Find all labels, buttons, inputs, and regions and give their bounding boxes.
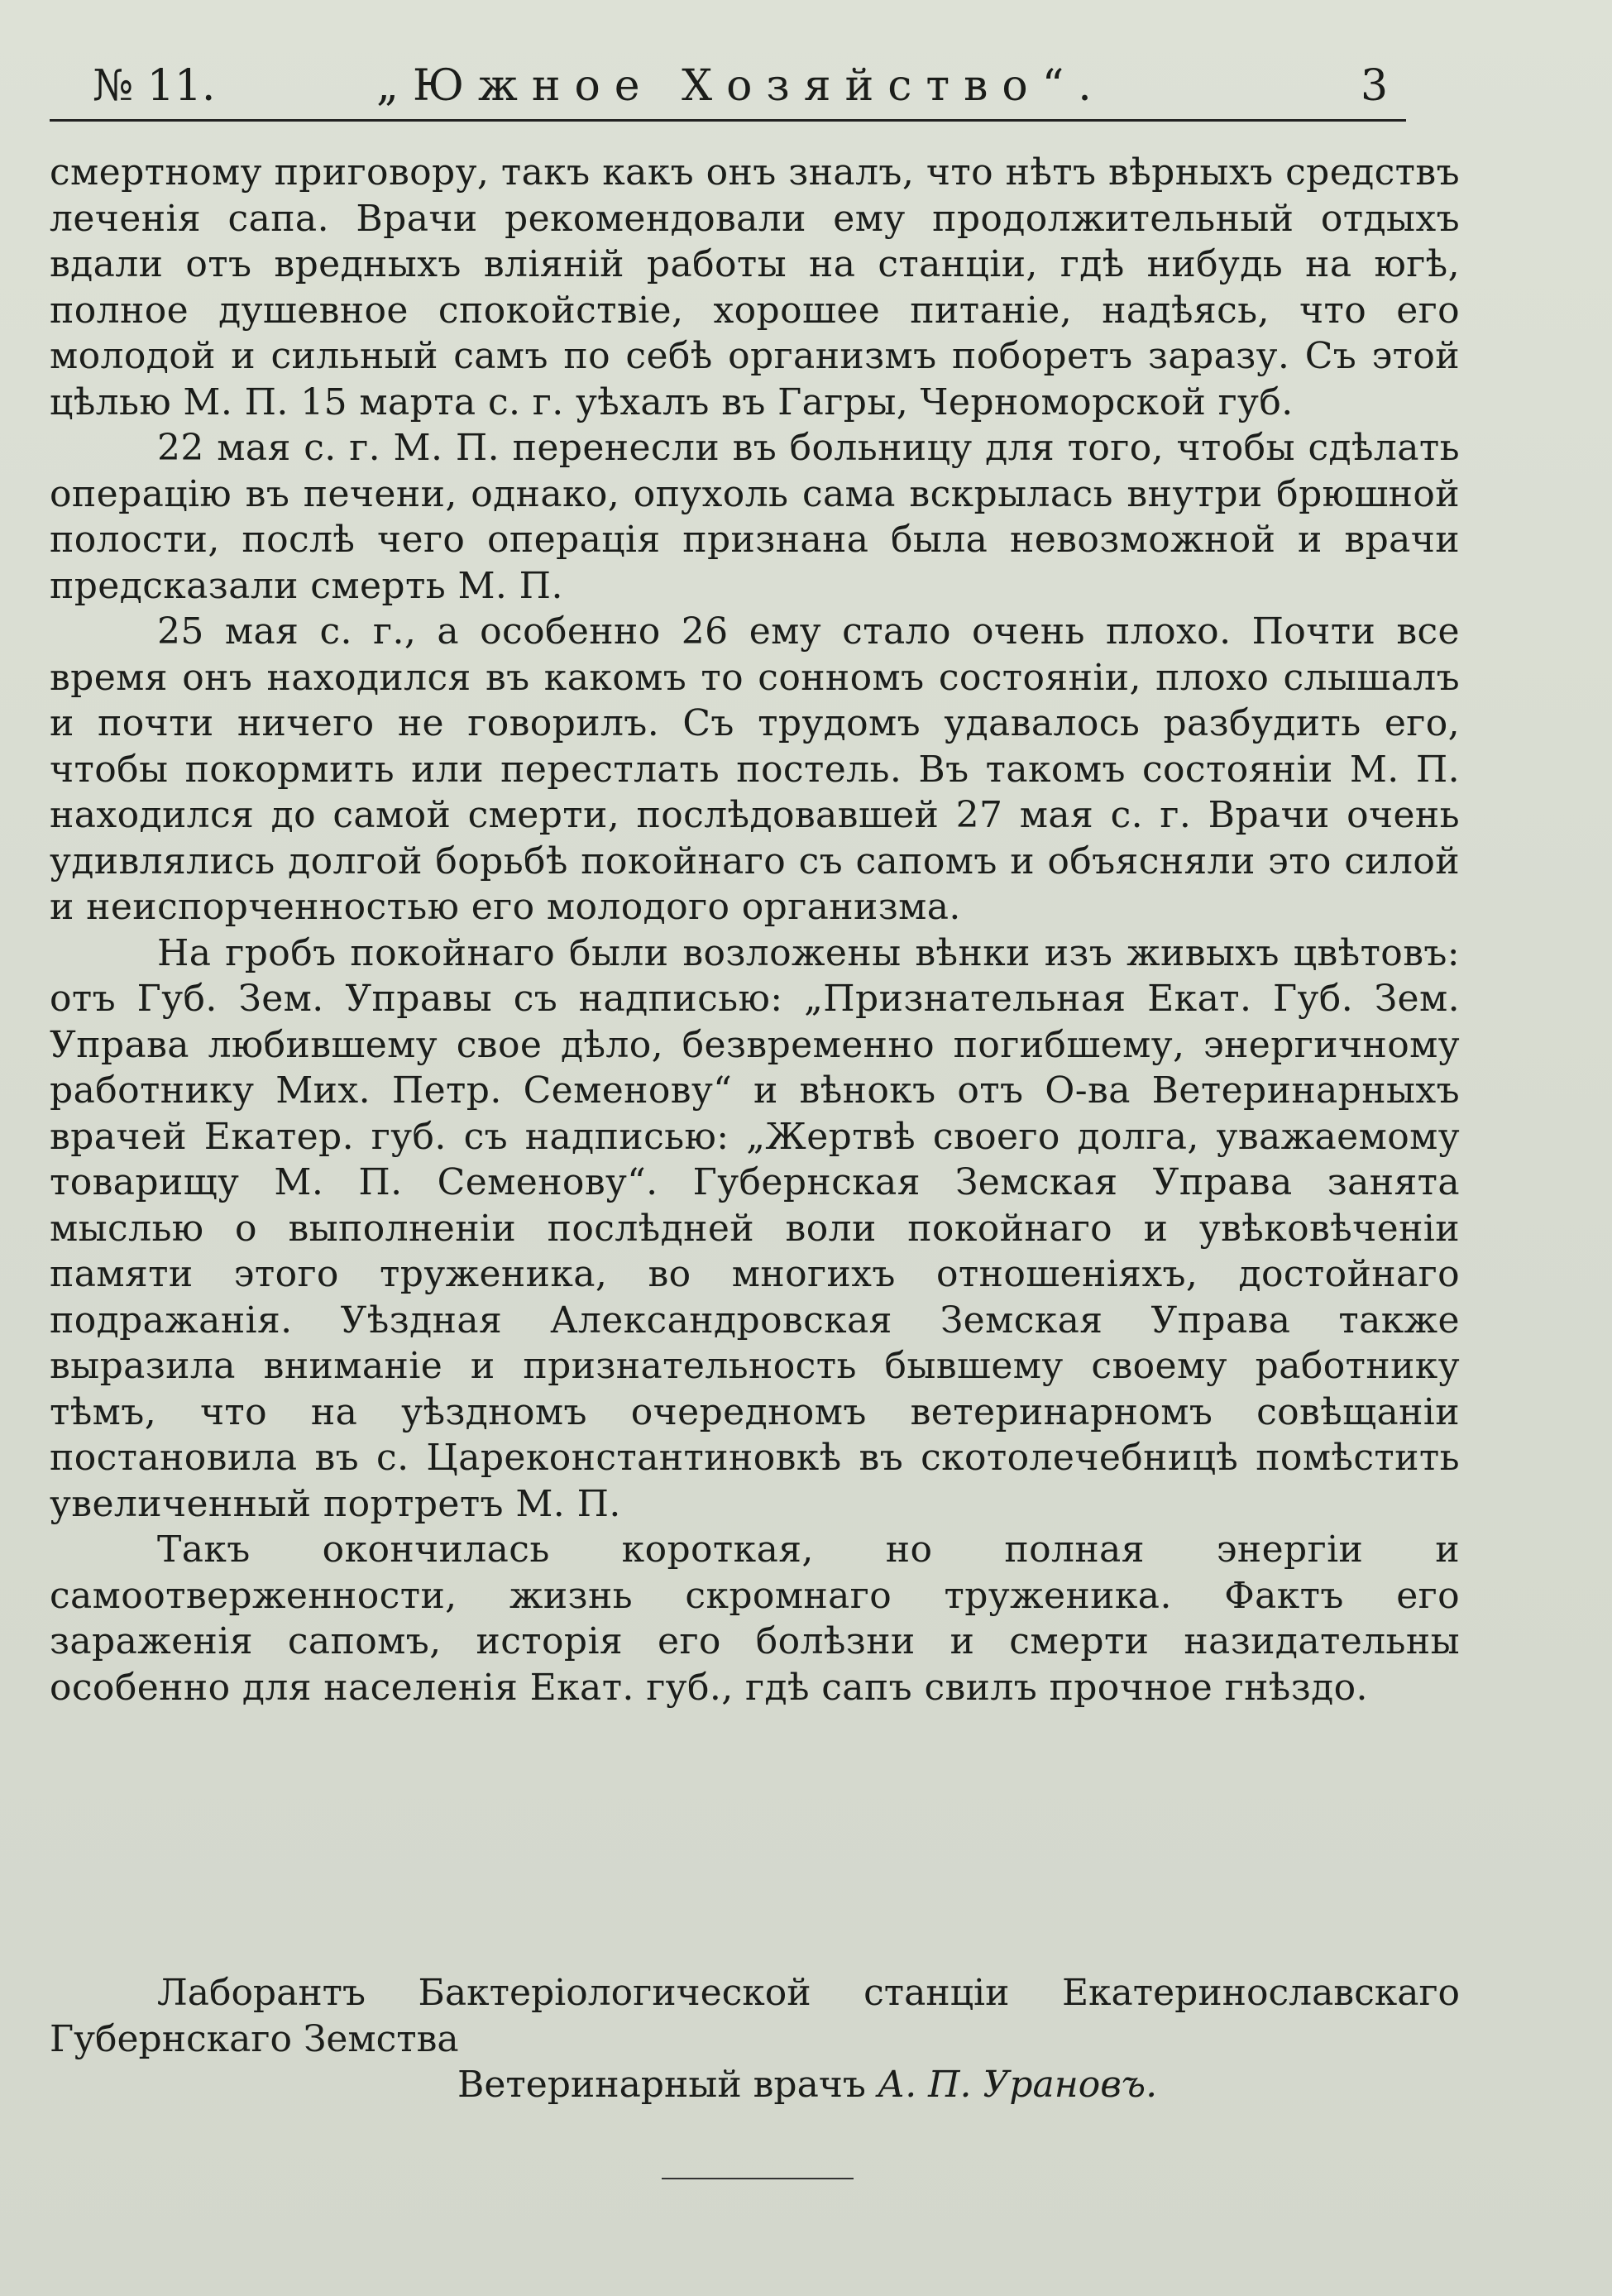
paragraph-5: Такъ окончилась короткая, но полная энергіи и самоотверженности, жизнь скромнаго труженика. Фактъ его зараженія сапомъ, исторія его болѣзни и смерти назидательны особенно для населенія Екат. губ., гдѣ сапъ свилъ прочное гнѣздо. bbox=[50, 1528, 1460, 1709]
author-name: А. П. Урановъ. bbox=[877, 2064, 1158, 2106]
page-number: 3 bbox=[1361, 61, 1389, 111]
article-body bbox=[50, 150, 1460, 1710]
paragraph-1: смертному приговору, такъ какъ онъ зналъ, что нѣтъ вѣрныхъ средствъ леченія сапа. Врачи рекомендовали ему продолжительный отдыхъ вдали отъ вредныхъ вліяній работы на станціи, гдѣ нибудь на югѣ, полное душевное спокойствіе, хорошее питаніе, надѣясь, что его молодой и сильный самъ по себѣ организмъ поборетъ заразу. Съ этой цѣлью М. П. 15 марта с. г. уѣхалъ въ Гагры, Черноморской губ. bbox=[50, 151, 1460, 423]
header-rule bbox=[50, 119, 1406, 122]
paragraph-4: На гробъ покойнаго были возложены вѣнки изъ живыхъ цвѣтовъ: отъ Губ. Зем. Управы съ надписью: „Признательная Екат. Губ. Зем. Управа любившему свое дѣло, безвременно погибшему, энергичному работнику Мих. Петр. Семенову“ и вѣнокъ отъ О-ва Ветеринарныхъ врачей Екатер. губ. съ надписью: „Жертвѣ своего долга, уважаемому товарищу М. П. Семенову“. Губернская Земская Управа занята мыслью о выполненіи послѣдней воли покойнаго и увѣковѣченіи памяти этого труженика, во многихъ отношеніяхъ, достойнаго подражанія. Уѣздная Александровская Земская Управа также выразила вниманіе и признательность бывшему своему работнику тѣмъ, что на уѣздномъ очередномъ ветеринарномъ совѣщаніи постановила въ с. Цареконстантиновкѣ въ скотолечебницѣ помѣстить увеличенный портретъ М. П. bbox=[50, 931, 1460, 1525]
signature-block bbox=[50, 1970, 1460, 2108]
running-header bbox=[50, 61, 1406, 119]
journal-title: „Южное Хозяйство“. bbox=[376, 61, 1106, 111]
issue-number: № 11. bbox=[93, 61, 216, 111]
author-line bbox=[50, 2062, 1460, 2108]
author-affiliation: Лаборантъ Бактеріологической станціи Екатеринославскаго Губернскаго Земства bbox=[50, 1972, 1460, 2060]
author-title: Ветеринарный врачъ bbox=[457, 2064, 866, 2106]
paragraph-3: 25 мая с. г., а особенно 26 ему стало очень плохо. Почти все время онъ находился въ какомъ то сонномъ состояніи, плохо слышалъ и почти ничего не говорилъ. Съ трудомъ удавалось разбудить его, чтобы покормить или перестлать постель. Въ такомъ состояніи М. П. находился до самой смерти, послѣдовавшей 27 мая с. г. Врачи очень удивлялись долгой борьбѣ покойнаго съ сапомъ и объясняли это силой и неиспорченностью его молодого организма. bbox=[50, 610, 1460, 928]
end-rule bbox=[662, 2178, 854, 2179]
paragraph-2: 22 мая с. г. М. П. перенесли въ больницу для того, чтобы сдѣлать операцію въ печени, однако, опухоль сама вскрылась внутри брюшной полости, послѣ чего операція признана была невозможной и врачи предсказали смерть М. П. bbox=[50, 427, 1460, 607]
